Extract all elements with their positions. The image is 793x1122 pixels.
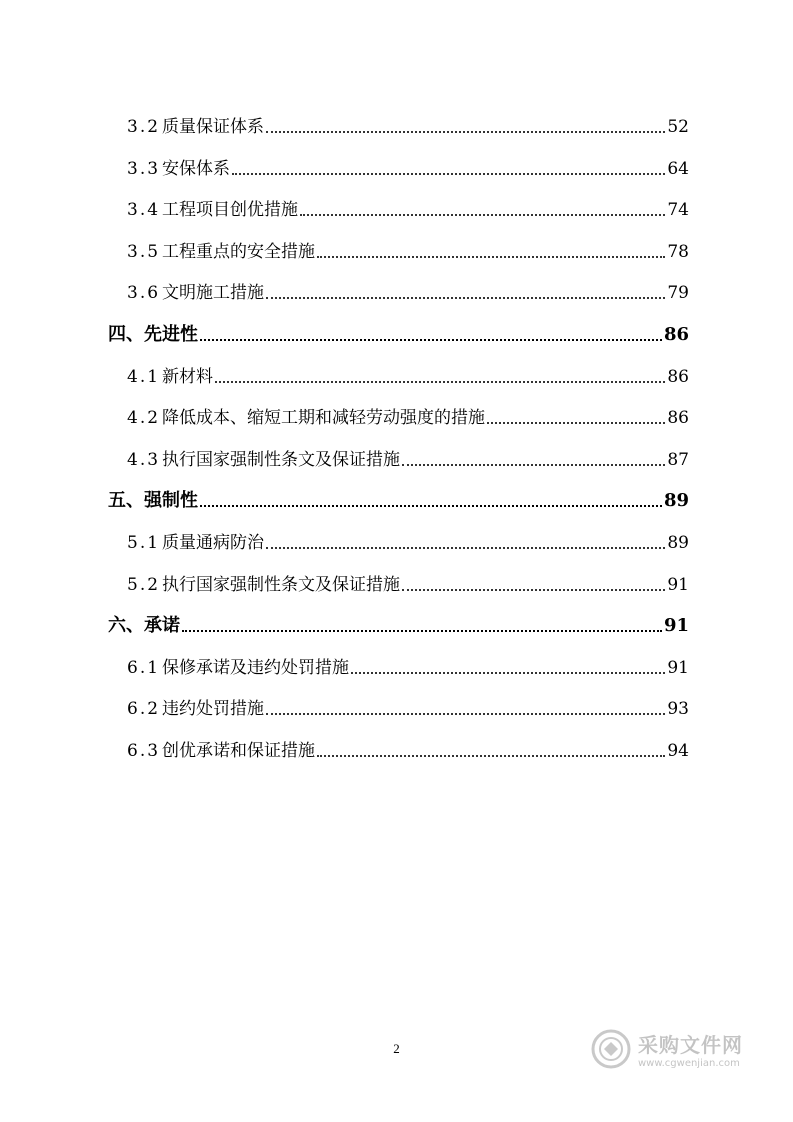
toc-entry[interactable] [127,156,689,182]
toc-entry-page: 86 [667,408,689,429]
toc-entry[interactable] [127,364,689,390]
toc-entry-number: 3.3 [127,158,161,179]
toc-entry-page: 86 [667,366,689,387]
toc-leader-dots [300,214,665,216]
toc-entry-page: 64 [667,158,689,179]
toc-leader-dots [200,505,662,507]
toc-entry[interactable] [127,405,689,431]
toc-entry-number: 6.3 [127,741,161,761]
toc-entry-title: 五、强制性 [108,490,198,512]
toc-leader-dots [232,173,665,175]
watermark-url: www.cgwenjian.com [638,1058,740,1069]
cgwenjian-logo-icon [590,1028,632,1070]
toc-entry-page: 93 [667,699,689,720]
toc-entry-title: 新材料 [162,366,214,387]
toc-entry-number: 3.4 [127,200,161,221]
toc-entry-title: 四、先进性 [108,324,198,345]
toc-entry[interactable] [127,572,689,598]
toc-entry-page: 52 [667,117,689,137]
toc-entry-page: 89 [667,533,689,553]
toc-entry-title: 创优承诺和保证措施 [162,741,316,761]
toc-leader-dots [351,672,665,674]
toc-entry[interactable] [127,530,689,556]
toc-leader-dots [317,256,665,258]
toc-leader-dots [182,630,662,632]
toc-leader-dots [266,547,665,549]
toc-entry-title: 质量保证体系 [162,117,265,137]
toc-entry-number: 6.2 [127,699,161,720]
toc-entry-page: 91 [667,574,689,595]
toc-leader-dots [266,131,665,133]
toc-entry-page: 91 [663,615,689,637]
toc-entry[interactable] [127,239,689,265]
toc-entry-title: 降低成本、缩短工期和减轻劳动强度的措施 [162,408,486,429]
toc-entry-page: 94 [667,741,689,761]
toc-leader-dots [402,589,665,591]
toc-entry[interactable] [108,613,689,639]
toc-leader-dots [317,755,665,757]
toc-entry-title: 六、承诺 [108,615,180,637]
toc-entry-page: 91 [667,657,689,678]
toc-entry[interactable] [108,488,689,514]
toc-entry-page: 74 [667,200,689,221]
toc-entry[interactable] [127,280,689,306]
toc-entry-number: 6.1 [127,657,161,678]
toc-entry[interactable] [127,696,689,722]
toc-entry-title: 文明施工措施 [162,283,265,304]
toc-entry[interactable] [127,447,689,473]
toc-entry-number: 3.5 [127,241,161,262]
toc-leader-dots [215,381,665,383]
toc-entry-number: 3.6 [127,283,161,304]
toc-leader-dots [402,464,665,466]
watermark [590,1024,760,1074]
toc-entry-page: 79 [667,283,689,304]
toc-entry-number: 3.2 [127,117,161,137]
toc-entry-title: 执行国家强制性条文及保证措施 [162,574,401,595]
toc-entry-title: 质量通病防治 [162,533,265,553]
toc-entry-page: 87 [667,449,689,470]
toc-entry[interactable] [127,655,689,681]
watermark-name: 采购文件网 [638,1033,743,1057]
toc-entry-title: 安保体系 [162,158,231,179]
toc-entry-number: 5.1 [127,533,161,553]
toc-entry-number: 5.2 [127,574,161,595]
toc-entry[interactable] [127,738,689,764]
page-number: 2 [393,1041,400,1056]
toc-entry-page: 86 [663,324,689,345]
toc-leader-dots [266,297,665,299]
toc-entry-title: 保修承诺及违约处罚措施 [162,657,350,678]
toc-entry-page: 89 [663,490,689,512]
toc-leader-dots [200,339,662,341]
toc-leader-dots [487,422,665,424]
toc-entry-page: 78 [667,241,689,262]
toc-entry-number: 4.3 [127,449,161,470]
toc-entry-title: 违约处罚措施 [162,699,265,720]
toc-entry-title: 工程项目创优措施 [162,200,299,221]
toc-entry[interactable] [127,197,689,223]
toc-entry-number: 4.1 [127,366,161,387]
toc-entry[interactable] [127,114,689,140]
toc-leader-dots [266,713,665,715]
toc-entry-title: 执行国家强制性条文及保证措施 [162,449,401,470]
toc-entry-number: 4.2 [127,408,161,429]
toc-entry[interactable] [108,322,689,348]
toc-entry-title: 工程重点的安全措施 [162,241,316,262]
